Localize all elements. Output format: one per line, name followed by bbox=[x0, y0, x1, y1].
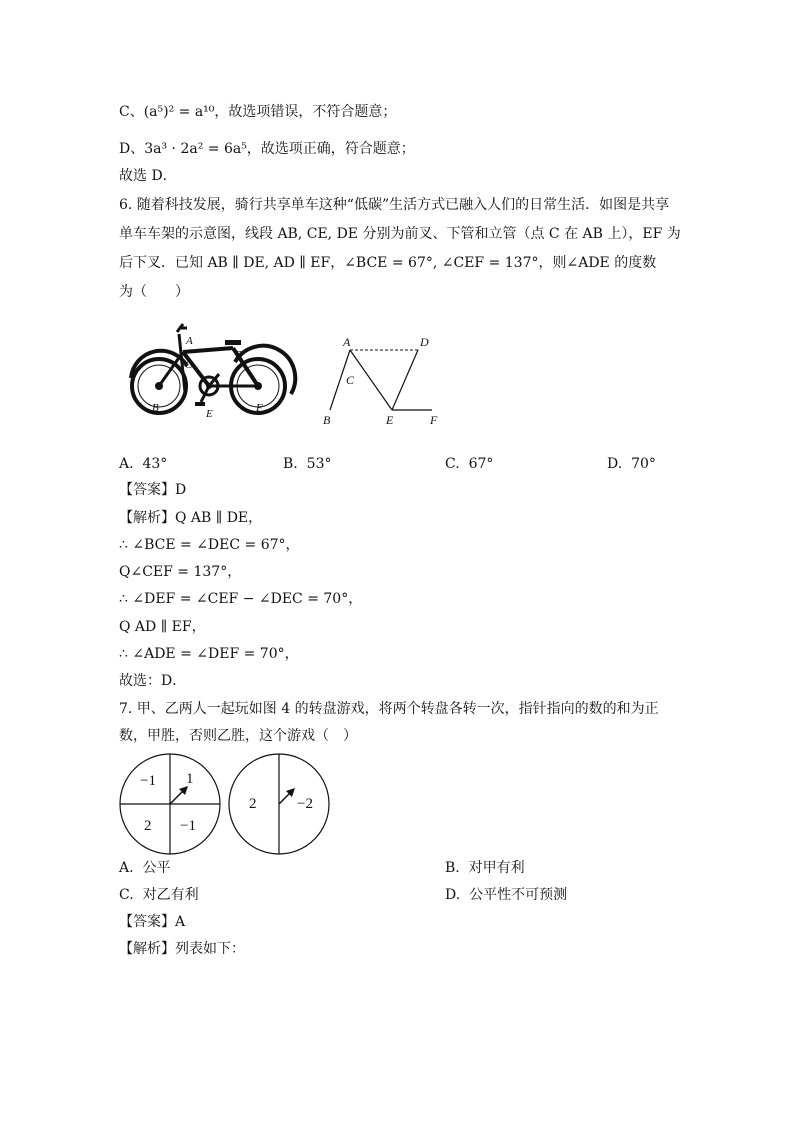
q6-analysis-6: ∴ ∠ADE = ∠DEF = 70°， bbox=[119, 646, 299, 662]
q7-option-d-label: D. bbox=[445, 887, 461, 903]
q6-analysis-5: Q AD ∥ EF， bbox=[119, 619, 206, 635]
q6-analysis-1: 【解析】Q AB ∥ DE， bbox=[119, 510, 263, 526]
prev-answer-line: 故选 D． bbox=[119, 168, 177, 184]
bike-label-f: F bbox=[256, 402, 263, 414]
spinner-1-top-right: 1 bbox=[186, 771, 194, 787]
q6-option-d-value: 70° bbox=[631, 456, 656, 472]
q6-text-line-2: 单车车架的示意图，线段 AB, CE, DE 分别为前叉、下管和立管（点 C 在 AB 上），EF 为 bbox=[119, 226, 681, 242]
frame-label-c: C bbox=[346, 373, 355, 387]
frame-label-e: E bbox=[386, 413, 394, 427]
q6-option-b[interactable] bbox=[283, 454, 331, 474]
q7-text-line-1: 7. 甲、乙两人一起玩如图 4 的转盘游戏，将两个转盘各转一次，指针指向的数的和为正 bbox=[119, 701, 659, 717]
q6-option-a-label: A. bbox=[119, 456, 134, 472]
q7-option-a[interactable] bbox=[119, 858, 170, 878]
spinner-1-bottom-left: 2 bbox=[144, 818, 152, 834]
q7-option-d[interactable] bbox=[445, 885, 567, 905]
q6-option-c-label: C. bbox=[445, 456, 460, 472]
q6-option-c[interactable] bbox=[445, 454, 493, 474]
q6-text-line-3: 后下叉．已知 AB ∥ DE, AD ∥ EF，∠BCE = 67°, ∠CEF = 137°，则∠ADE 的度数 bbox=[119, 255, 657, 271]
q6-option-d-label: D. bbox=[607, 456, 623, 472]
option-c-line: C、(a⁵)² = a¹⁰，故选项错误，不符合题意； bbox=[119, 104, 397, 120]
q6-option-c-value: 67° bbox=[468, 456, 494, 472]
q7-option-b-value: 对甲有利 bbox=[468, 860, 525, 876]
frame-label-a: A bbox=[343, 335, 351, 349]
q6-analysis-3: Q∠CEF = 137°， bbox=[119, 564, 242, 580]
q6-analysis-4: ∴ ∠DEF = ∠CEF − ∠DEC = 70°， bbox=[119, 591, 363, 607]
bike-label-a: A bbox=[186, 335, 193, 347]
q7-analysis-1: 【解析】列表如下： bbox=[119, 941, 245, 957]
q6-option-b-value: 53° bbox=[306, 456, 332, 472]
q7-option-c-label: C. bbox=[119, 887, 134, 903]
spinner-2-left: 2 bbox=[249, 796, 257, 812]
q7-option-c[interactable] bbox=[119, 885, 199, 905]
q6-analysis-2: ∴ ∠BCE = ∠DEC = 67°， bbox=[119, 537, 300, 553]
q7-option-b[interactable] bbox=[445, 858, 525, 878]
spinner-2-right: −2 bbox=[297, 796, 313, 812]
frame-label-b: B bbox=[323, 413, 331, 427]
q6-option-d[interactable] bbox=[607, 454, 656, 474]
q7-text-line-2: 数，甲胜，否则乙胜，这个游戏（ ） bbox=[119, 728, 357, 744]
bike-label-e: E bbox=[206, 408, 213, 420]
option-d-line: D、3a³ · 2a² = 6a⁵，故选项正确，符合题意； bbox=[119, 141, 415, 157]
frame-diagram bbox=[318, 330, 448, 430]
q7-option-d-value: 公平性不可预测 bbox=[469, 887, 568, 903]
bicycle-figure bbox=[125, 322, 300, 422]
q6-text-line-4: 为（ ） bbox=[119, 284, 189, 300]
q7-answer: 【答案】A bbox=[119, 914, 186, 930]
frame-label-d: D bbox=[420, 335, 429, 349]
q7-option-a-label: A. bbox=[119, 860, 134, 876]
bike-label-d: D bbox=[235, 349, 243, 361]
q6-option-b-label: B. bbox=[283, 456, 298, 472]
bike-label-b: B bbox=[152, 402, 159, 414]
q7-option-b-label: B. bbox=[445, 860, 460, 876]
spinner-1-top-left: −1 bbox=[140, 773, 156, 789]
q7-option-a-value: 公平 bbox=[142, 860, 171, 876]
spinner-1-bottom-right: −1 bbox=[180, 818, 196, 834]
q7-option-c-value: 对乙有利 bbox=[142, 887, 199, 903]
q6-option-a[interactable] bbox=[119, 454, 167, 474]
bike-label-c: C bbox=[185, 359, 193, 371]
q6-answer: 【答案】D bbox=[119, 482, 187, 498]
spinner-2 bbox=[227, 752, 331, 856]
q6-option-a-value: 43° bbox=[142, 456, 168, 472]
spinner-1 bbox=[118, 752, 222, 856]
q6-text-line-1: 6. 随着科技发展，骑行共享单车这种“低碳”生活方式已融入人们的日常生活．如图是共享 bbox=[119, 197, 670, 213]
q6-analysis-7: 故选：D． bbox=[119, 673, 187, 689]
frame-label-f: F bbox=[430, 413, 438, 427]
